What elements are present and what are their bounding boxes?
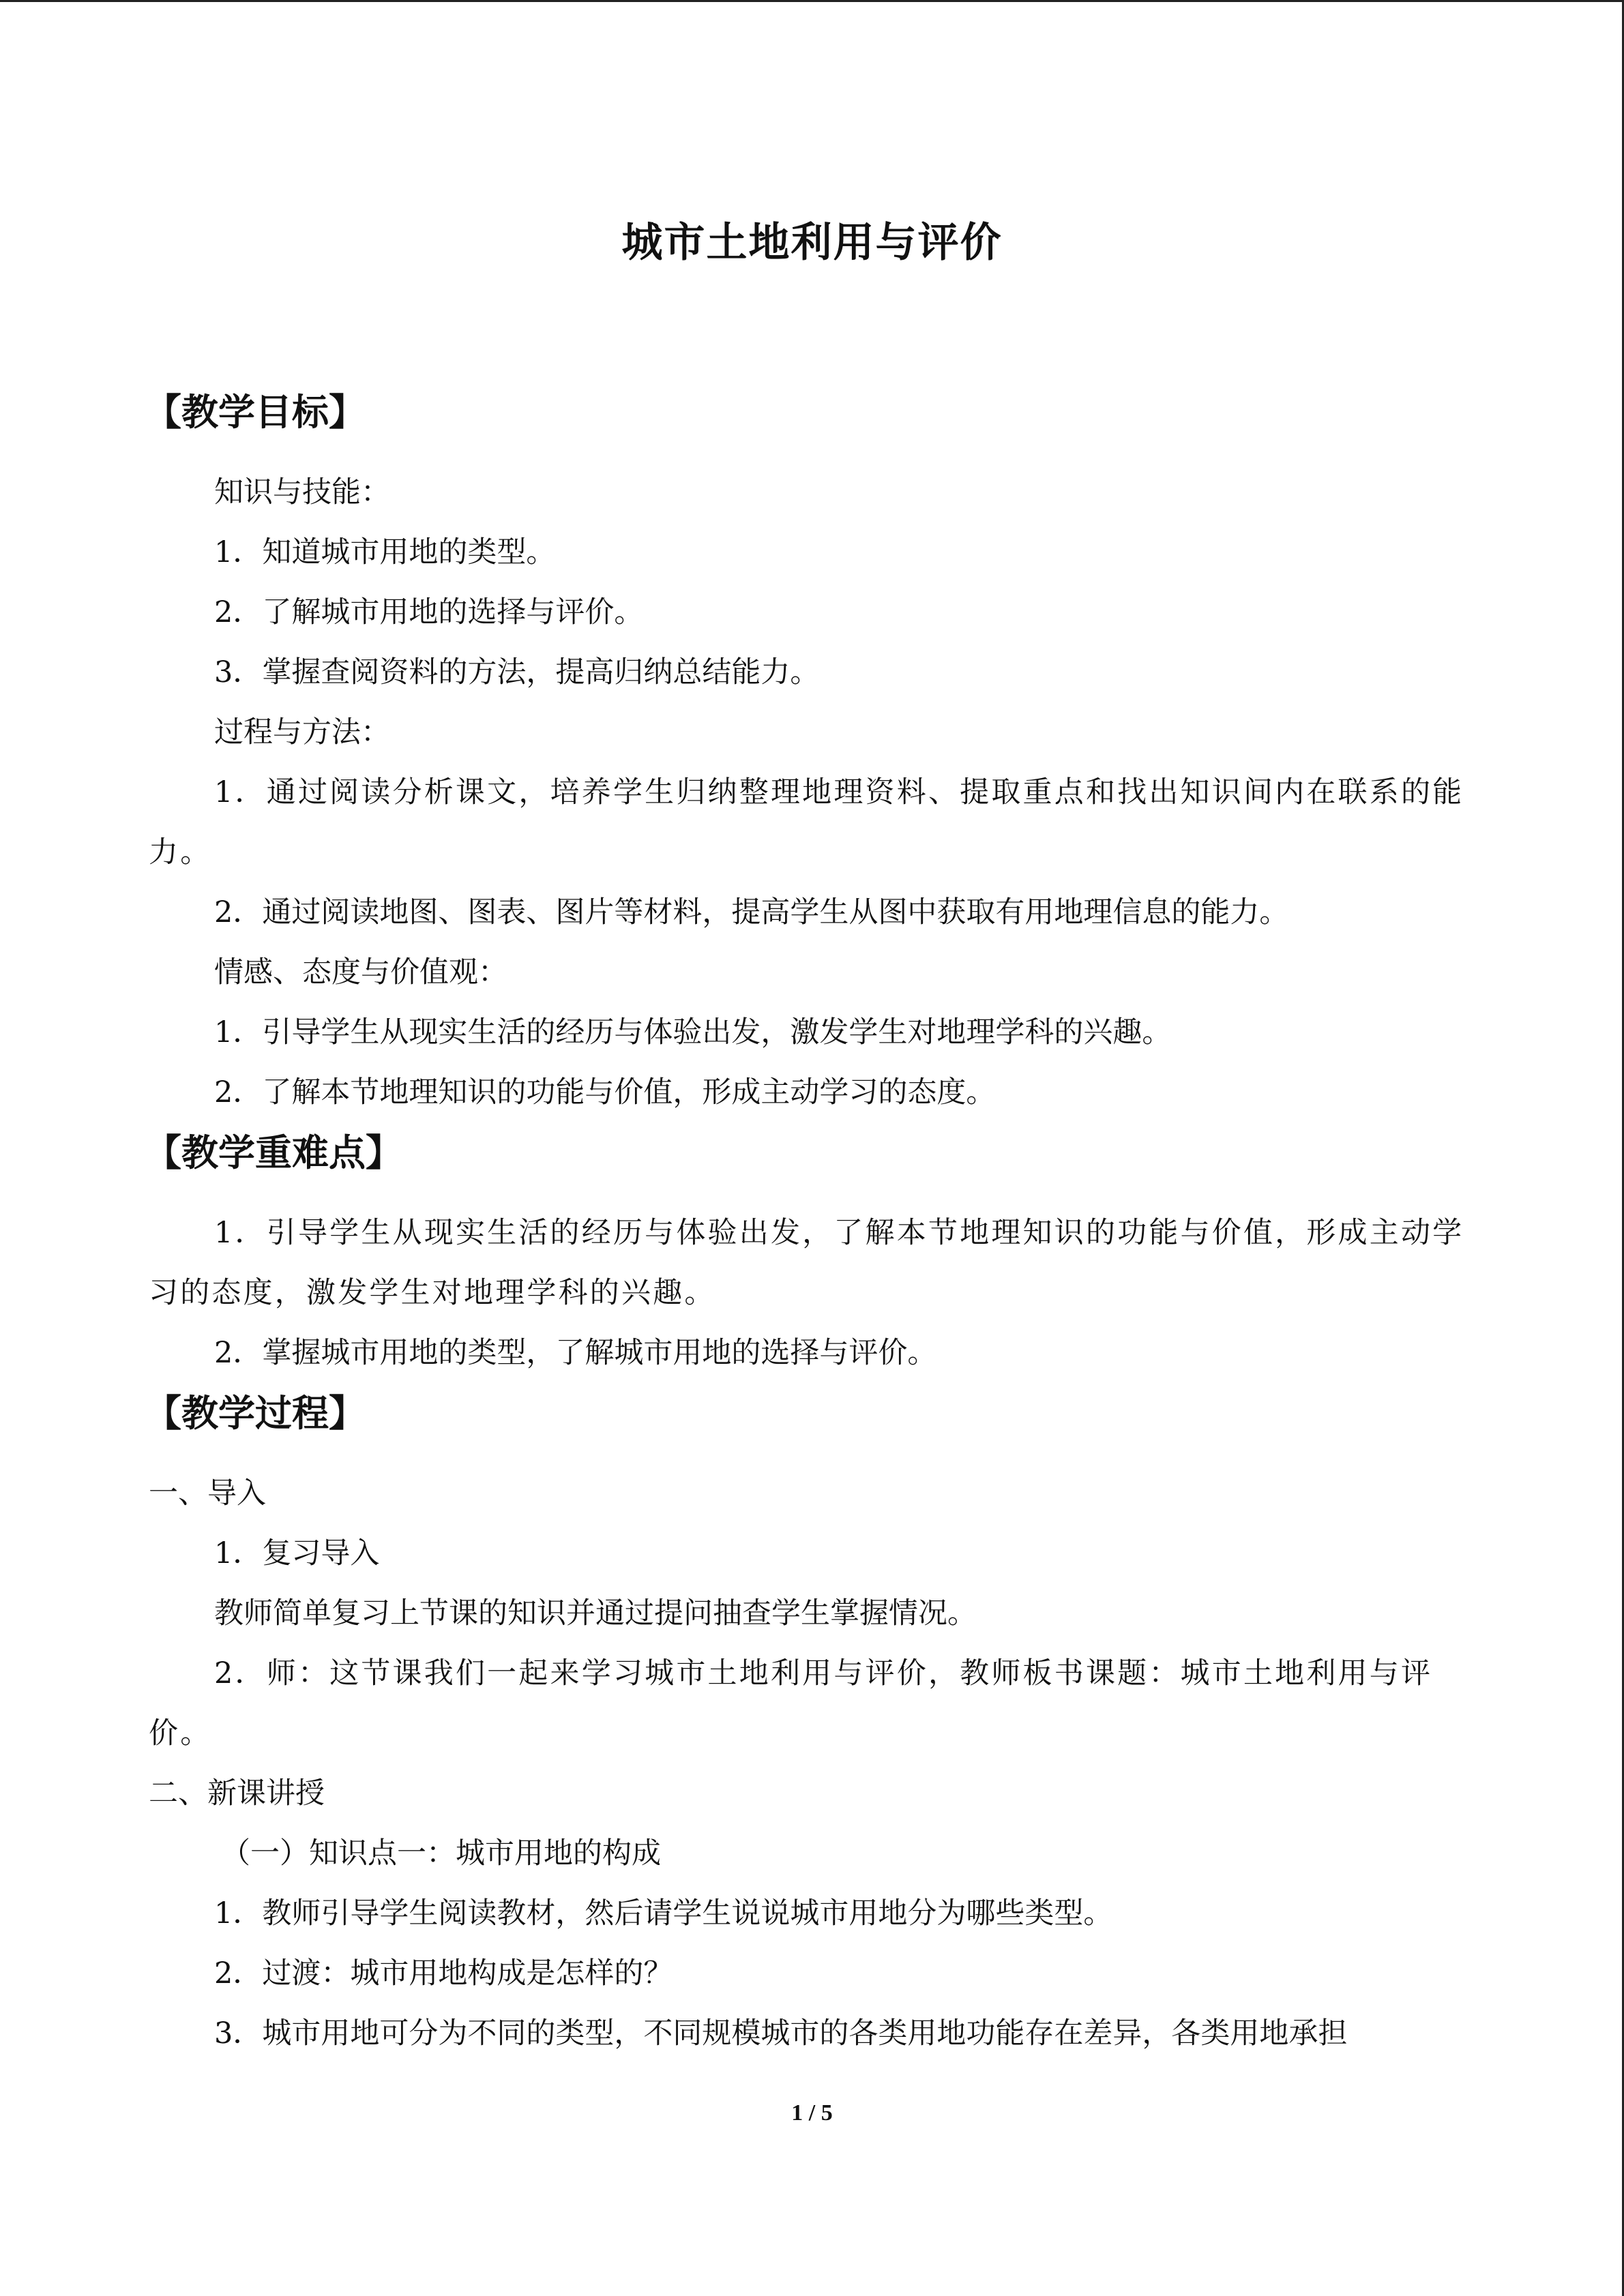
label-process-method: 过程与方法：: [214, 715, 390, 749]
paragraph: 2．通过阅读地图、图表、图片等材料，提高学生从图中获取有用地理信息的能力。: [214, 895, 1289, 929]
label-intro: 一、导入: [149, 1476, 266, 1510]
subsection-title: （一）知识点一：城市用地的构成: [221, 1836, 661, 1870]
paragraph: 1．复习导入: [214, 1536, 380, 1570]
page-number: 1 / 5: [791, 2100, 833, 2126]
label-new-lesson: 二、新课讲授: [149, 1776, 325, 1810]
heading-objectives: 【教学目标】: [145, 391, 366, 434]
document-body: [145, 382, 1475, 2063]
heading-process: 【教学过程】: [145, 1392, 366, 1435]
label-emotion: 情感、态度与价值观：: [214, 955, 507, 989]
heading-keypoints: 【教学重难点】: [145, 1131, 402, 1174]
label-knowledge: 知识与技能：: [214, 475, 390, 509]
paragraph: 2．了解本节地理知识的功能与价值，形成主动学习的态度。: [214, 1075, 996, 1109]
page-border-top: [0, 0, 1624, 2]
paragraph: 2．过渡：城市用地构成是怎样的？: [214, 1956, 673, 1991]
paragraph: 2．掌握城市用地的类型，了解城市用地的选择与评价。: [214, 1336, 937, 1370]
page-title: 城市土地利用与评价: [621, 219, 1003, 267]
paragraph: 2．师：这节课我们一起来学习城市土地利用与评价，教师板书课题：城市土地利用与评价。: [149, 1656, 1433, 1750]
paragraph: 3．城市用地可分为不同的类型，不同规模城市的各类用地功能存在差异，各类用地承担: [214, 2016, 1348, 2051]
paragraph: 1．引导学生从现实生活的经历与体验出发，激发学生对地理学科的兴趣。: [214, 1015, 1172, 1049]
paragraph: 1．引导学生从现实生活的经历与体验出发，了解本节地理知识的功能与价值，形成主动学习的态度，激发学生对地理学科的兴趣。: [149, 1216, 1464, 1310]
paragraph: 教师简单复习上节课的知识并通过提问抽查学生掌握情况。: [214, 1596, 977, 1630]
paragraph: 1．知道城市用地的类型。: [214, 535, 556, 569]
paragraph: 3．掌握查阅资料的方法，提高归纳总结能力。: [214, 655, 820, 689]
paragraph: 1．教师引导学生阅读教材，然后请学生说说城市用地分为哪些类型。: [214, 1896, 1113, 1930]
paragraph: 2．了解城市用地的选择与评价。: [214, 595, 644, 629]
paragraph: 1．通过阅读分析课文，培养学生归纳整理地理资料、提取重点和找出知识间内在联系的能力。: [149, 775, 1464, 869]
